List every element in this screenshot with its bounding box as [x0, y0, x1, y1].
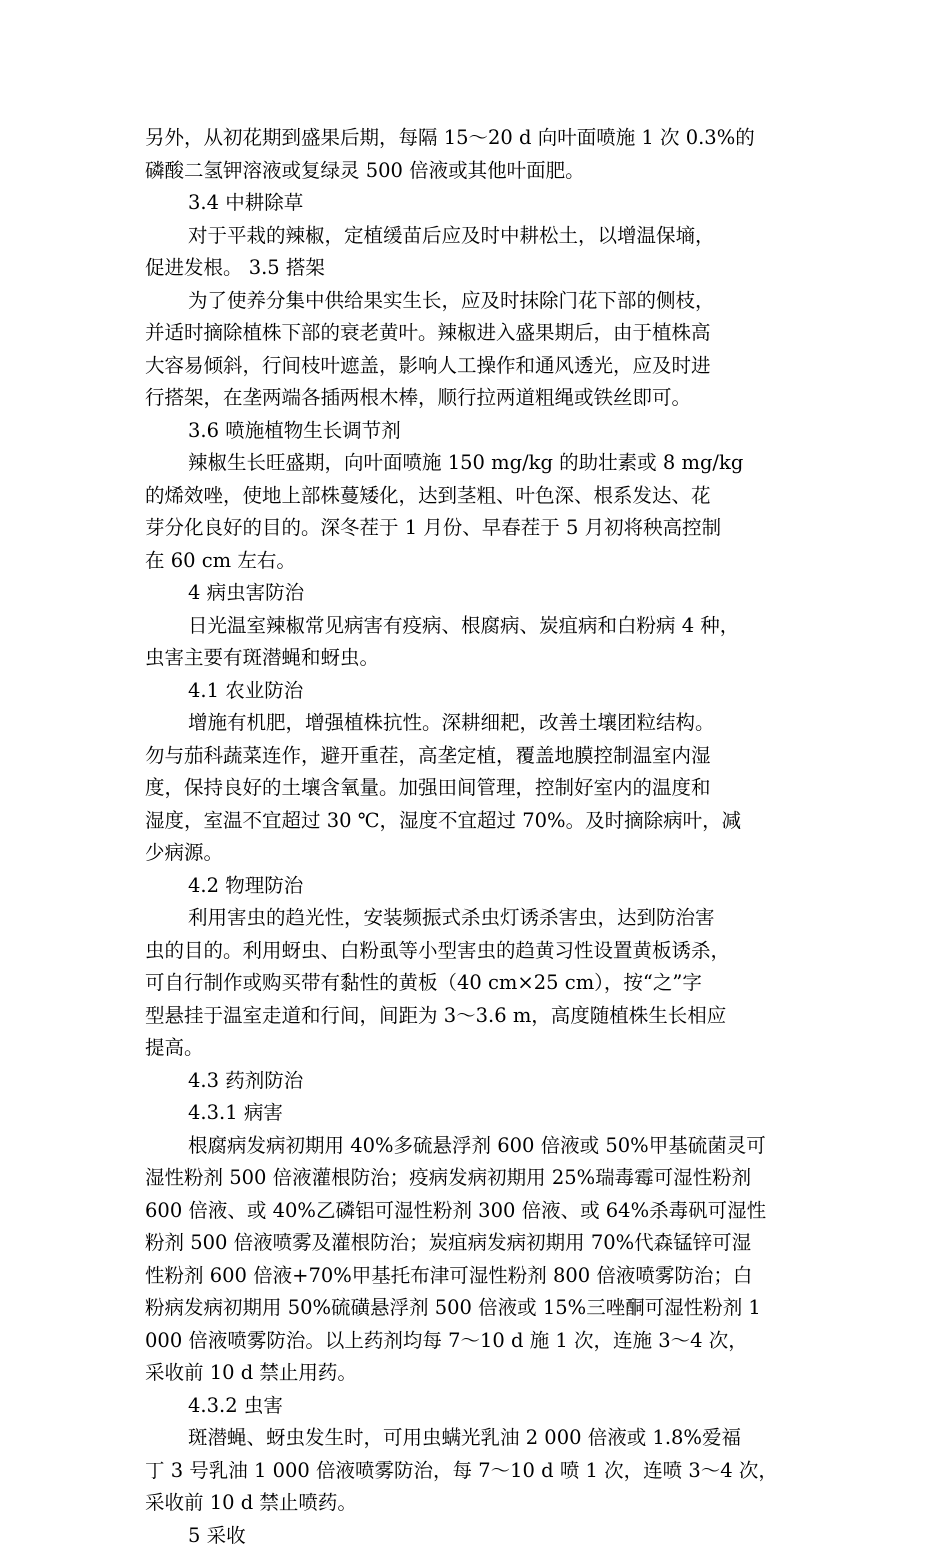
- text-line: 4 病虫害防治: [145, 577, 810, 610]
- text-line: 4.3.1 病害: [145, 1097, 810, 1130]
- text-line: 勿与茄科蔬菜连作，避开重茬，高垄定植，覆盖地膜控制温室内湿: [145, 740, 810, 773]
- text-line: 4.3 药剂防治: [145, 1065, 810, 1098]
- text-line: 行搭架，在垄两端各插两根木棒，顺行拉两道粗绳或铁丝即可。: [145, 382, 810, 415]
- text-line: 斑潜蝇、蚜虫发生时，可用虫螨光乳油 2 000 倍液或 1.8%爱福: [145, 1422, 810, 1455]
- text-line: 湿性粉剂 500 倍液灌根防治；疫病发病初期用 25%瑞毒霉可湿性粉剂: [145, 1162, 810, 1195]
- text-line: 利用害虫的趋光性，安装频振式杀虫灯诱杀害虫，达到防治害: [145, 902, 810, 935]
- text-line: 4.3.2 虫害: [145, 1390, 810, 1423]
- text-line: 5 采收: [145, 1520, 810, 1552]
- text-line: 在 60 cm 左右。: [145, 545, 810, 578]
- text-line: 对于平栽的辣椒，定植缓苗后应及时中耕松土，以增温保墒，: [145, 220, 810, 253]
- text-line: 度，保持良好的土壤含氧量。加强田间管理，控制好室内的温度和: [145, 772, 810, 805]
- text-line: 为了使养分集中供给果实生长，应及时抹除门花下部的侧枝，: [145, 285, 810, 318]
- document-body: [145, 122, 810, 1552]
- text-line: 000 倍液喷雾防治。以上药剂均每 7～10 d 施 1 次，连施 3～4 次，: [145, 1325, 810, 1358]
- text-line: 促进发根。 3.5 搭架: [145, 252, 810, 285]
- text-line: 湿度，室温不宜超过 30 ℃，湿度不宜超过 70%。及时摘除病叶，减: [145, 805, 810, 838]
- text-line: 性粉剂 600 倍液+70%甲基托布津可湿性粉剂 800 倍液喷雾防治；白: [145, 1260, 810, 1293]
- text-line: 另外，从初花期到盛果后期，每隔 15～20 d 向叶面喷施 1 次 0.3%的: [145, 122, 810, 155]
- text-line: 少病源。: [145, 837, 810, 870]
- text-line: 磷酸二氢钾溶液或复绿灵 500 倍液或其他叶面肥。: [145, 155, 810, 188]
- text-line: 大容易倾斜，行间枝叶遮盖，影响人工操作和通风透光，应及时进: [145, 350, 810, 383]
- text-line: 采收前 10 d 禁止用药。: [145, 1357, 810, 1390]
- text-line: 4.2 物理防治: [145, 870, 810, 903]
- text-line: 根腐病发病初期用 40%多硫悬浮剂 600 倍液或 50%甲基硫菌灵可: [145, 1130, 810, 1163]
- text-line: 虫害主要有斑潜蝇和蚜虫。: [145, 642, 810, 675]
- text-line: 提高。: [145, 1032, 810, 1065]
- text-line: 增施有机肥，增强植株抗性。深耕细耙，改善土壤团粒结构。: [145, 707, 810, 740]
- text-line: 粉剂 500 倍液喷雾及灌根防治；炭疽病发病初期用 70%代森锰锌可湿: [145, 1227, 810, 1260]
- text-line: 辣椒生长旺盛期，向叶面喷施 150 mg/kg 的助壮素或 8 mg/kg: [145, 447, 810, 480]
- text-line: 采收前 10 d 禁止喷药。: [145, 1487, 810, 1520]
- text-line: 600 倍液、或 40%乙磷铝可湿性粉剂 300 倍液、或 64%杀毒矾可湿性: [145, 1195, 810, 1228]
- text-line: 的烯效唑，使地上部株蔓矮化，达到茎粗、叶色深、根系发达、花: [145, 480, 810, 513]
- text-line: 并适时摘除植株下部的衰老黄叶。辣椒进入盛果期后，由于植株高: [145, 317, 810, 350]
- text-line: 3.4 中耕除草: [145, 187, 810, 220]
- text-line: 虫的目的。利用蚜虫、白粉虱等小型害虫的趋黄习性设置黄板诱杀，: [145, 935, 810, 968]
- text-line: 芽分化良好的目的。深冬茬于 1 月份、早春茬于 5 月初将秧高控制: [145, 512, 810, 545]
- text-line: 粉病发病初期用 50%硫磺悬浮剂 500 倍液或 15%三唑酮可湿性粉剂 1: [145, 1292, 810, 1325]
- text-line: 3.6 喷施植物生长调节剂: [145, 415, 810, 448]
- text-line: 型悬挂于温室走道和行间，间距为 3～3.6 m，高度随植株生长相应: [145, 1000, 810, 1033]
- text-line: 丁 3 号乳油 1 000 倍液喷雾防治，每 7～10 d 喷 1 次，连喷 3～4 次，: [145, 1455, 810, 1488]
- text-line: 日光温室辣椒常见病害有疫病、根腐病、炭疽病和白粉病 4 种，: [145, 610, 810, 643]
- text-line: 可自行制作或购买带有黏性的黄板（40 cm×25 cm），按“之”字: [145, 967, 810, 1000]
- text-line: 4.1 农业防治: [145, 675, 810, 708]
